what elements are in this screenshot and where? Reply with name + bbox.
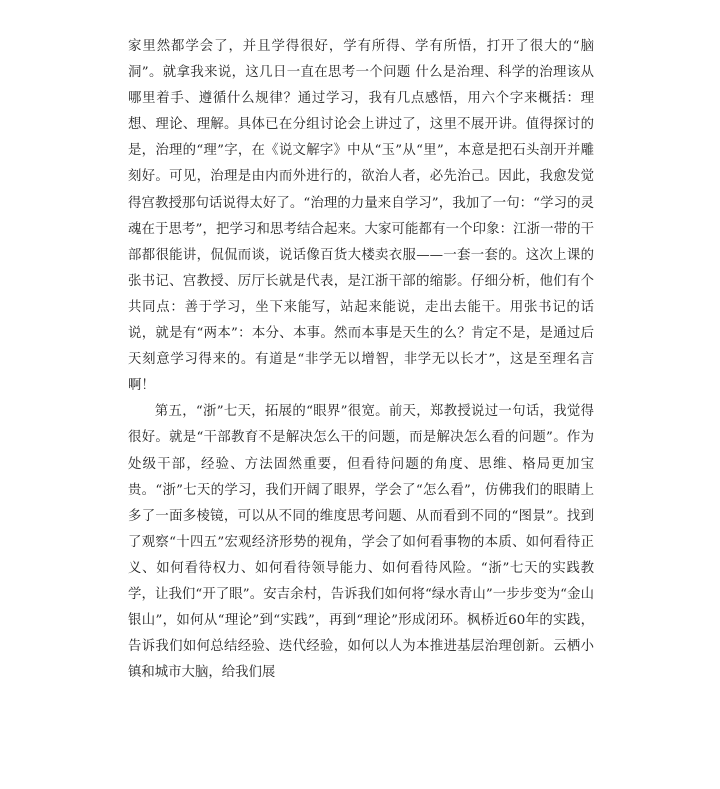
- paragraph-fifth-point: 第五，“浙”七天，拓展的“眼界”很宽。前天，郑教授说过一句话，我觉得很好。就是“干部教育不是解决怎么干的问题，而是解决怎么看的问题”。作为处级干部，经验、方法固然重要，但看待问题的角度、思维、格局更加宝贵。“浙”七天的学习，我们开阔了眼界，学会了“怎么看”，仿佛我们的眼睛上多了一面多棱镜，可以从不同的维度思考问题、从而看到不同的“图景”。找到了观察“十四五”宏观经济形势的视角，学会了如何看事物的本质、如何看待正义、如何看待权力、如何看待领导能力、如何看待风险。“浙”七天的实践教学，让我们“开了眼”。安吉余村，告诉我们如何将“绿水青山”一步步变为“金山银山”，如何从“理论”到“实践”，再到“理论”形成闭环。枫桥近60年的实践，告诉我们如何总结经验、迭代经验，如何以人为本推进基层治理创新。云栖小镇和城市大脑，给我们展: [128, 404, 594, 681]
- paragraph-learning-reflection: 家里然都学会了，并且学得很好，学有所得、学有所悟，打开了很大的“脑洞”。就拿我来说，这几日一直在思考一个问题 什么是治理、科学的治理该从哪里着手、遵循什么规律？通过学习，我有几点感悟，用六个字来概括：理想、理论、理解。具体已在分组讨论会上讲过了，这里不展开讲。值得探讨的是，治理的“理”字，在《说文解字》中从“玉”从“里”，本意是把石头剖开并雕刻好。可见，治理是由内而外进行的，欲治人者，必先治己。因此，我愈发觉得宫教授那句话说得太好了。“治理的力量来自学习”，我加了一句：“学习的灵魂在于思考”，把学习和思考结合起来。大家可能都有一个印象：江浙一带的干部都很能讲，侃侃而谈，说话像百货大楼卖衣服——一套一套的。这次上课的张书记、宫教授、厉厅长就是代表，是江浙干部的缩影。仔细分析，他们有个共同点：善于学习，坐下来能写，站起来能说，走出去能干。用张书记的话说，就是有“两本”：本分、本事。然而本事是天生的么？肯定不是，是通过后天刻意学习得来的。有道是“非学无以增智，非学无以长才”，这是至理名言啊！: [128, 39, 594, 394]
- document-body: [128, 34, 594, 686]
